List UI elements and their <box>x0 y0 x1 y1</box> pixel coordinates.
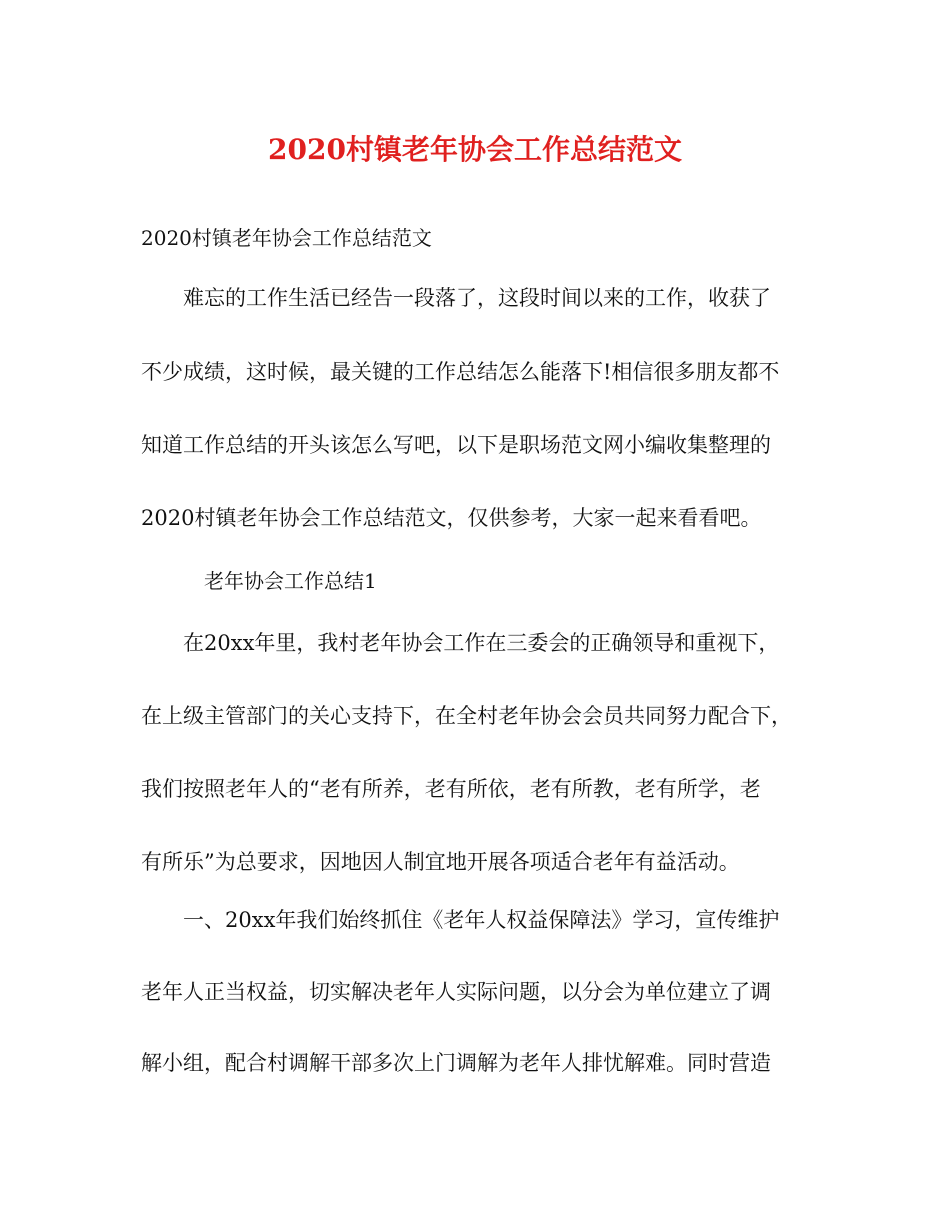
para1-line-4: 有所乐”为总要求，因地因人制宜地开展各项适合老年有益活动。 <box>141 850 740 874</box>
document-title: 2020村镇老年协会工作总结范文 <box>268 133 682 166</box>
section-heading: 老年协会工作总结1 <box>204 569 377 593</box>
document-subtitle: 2020村镇老年协会工作总结范文 <box>141 226 432 250</box>
intro-line-2: 不少成绩，这时候，最关键的工作总结怎么能落下!相信很多朋友都不 <box>141 360 780 384</box>
para2-line-2: 老年人正当权益，切实解决老年人实际问题，以分会为单位建立了调 <box>141 980 771 1004</box>
para2-line-1: 一、20xx年我们始终抓住《老年人权益保障法》学习，宣传维护 <box>183 908 780 932</box>
intro-line-4: 2020村镇老年协会工作总结范文，仅供参考，大家一起来看看吧。 <box>141 506 762 530</box>
intro-line-1: 难忘的工作生活已经告一段落了，这段时间以来的工作，收获了 <box>183 286 771 310</box>
para2-line-3: 解小组，配合村调解干部多次上门调解为老年人排忧解难。同时营造 <box>141 1051 771 1075</box>
para1-line-1: 在20xx年里，我村老年协会工作在三委会的正确领导和重视下， <box>183 631 780 655</box>
intro-line-3: 知道工作总结的开头该怎么写吧，以下是职场范文网小编收集整理的 <box>141 433 771 457</box>
para1-line-2: 在上级主管部门的关心支持下，在全村老年协会会员共同努力配合下， <box>141 704 792 728</box>
para1-line-3: 我们按照老年人的“老有所养，老有所依，老有所教，老有所学，老 <box>141 777 761 801</box>
